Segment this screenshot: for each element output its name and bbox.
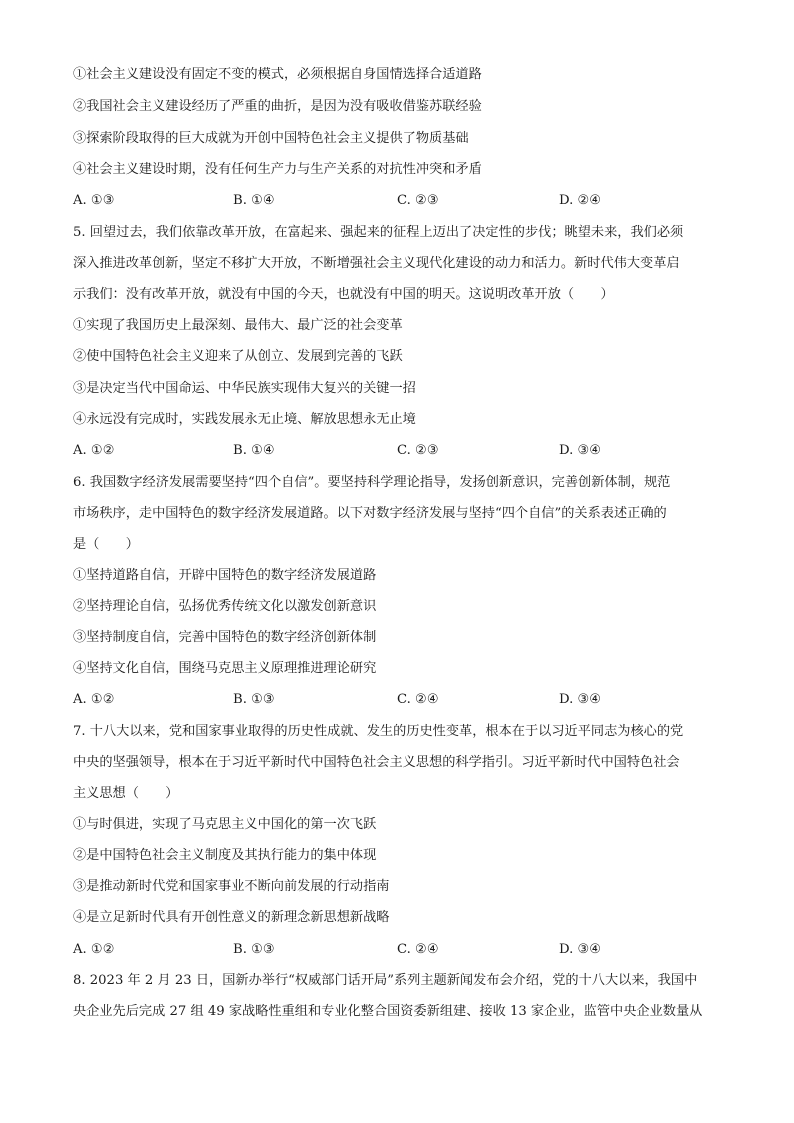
q4-option-a: A. ①③ xyxy=(73,193,115,208)
q7-statement-2: ②是中国特色社会主义制度及其执行能力的集中体现 xyxy=(73,848,377,863)
q6-statement-4: ④坚持文化自信，围绕马克思主义原理推进理论研究 xyxy=(73,661,377,676)
q6-statement-1: ①坚持道路自信，开辟中国特色的数字经济发展道路 xyxy=(73,568,377,583)
q5-stem-line-1: 5. 回望过去，我们依靠改革开放，在富起来、强起来的征程上迈出了决定性的步伐；眺望未来，我们必须 xyxy=(73,225,684,240)
q6-stem-line-2: 市场秩序，走中国特色的数字经济发展道路。以下对数字经济发展与坚持“四个自信”的关系表述正确的 xyxy=(73,506,667,521)
q4-statement-3: ③探索阶段取得的巨大成就为开创中国特色社会主义提供了物质基础 xyxy=(73,131,469,146)
q4-option-c: C. ②③ xyxy=(397,193,439,208)
q7-option-b: B. ①③ xyxy=(233,942,275,957)
q6-option-a: A. ①② xyxy=(73,692,115,707)
q7-option-a: A. ①② xyxy=(73,942,115,957)
q6-option-d: D. ③④ xyxy=(559,692,602,707)
q5-option-c: C. ②③ xyxy=(397,443,439,458)
q5-option-b: B. ①④ xyxy=(233,443,275,458)
q4-statement-1: ①社会主义建设没有固定不变的模式，必须根据自身国情选择合适道路 xyxy=(73,67,482,82)
q5-stem-line-3: 示我们：没有改革开放，就没有中国的今天，也就没有中国的明天。这说明改革开放（ ） xyxy=(73,287,614,302)
q7-stem-line-2: 中央的坚强领导，根本在于习近平新时代中国特色社会主义思想的科学指引。习近平新时代中国特色社会 xyxy=(73,755,680,770)
q4-option-d: D. ②④ xyxy=(559,193,602,208)
q4-option-b: B. ①④ xyxy=(233,193,275,208)
q7-statement-4: ④是立足新时代具有开创性意义的新理念新思想新战略 xyxy=(73,910,390,925)
q8-stem-line-1: 8. 2023 年 2 月 23 日，国新办举行“权威部门话开局”系列主题新闻发布会介绍，党的十八大以来，我国中 xyxy=(73,973,698,988)
q6-option-b: B. ①③ xyxy=(233,692,275,707)
q6-stem-line-3: 是（ ） xyxy=(73,537,139,552)
q7-stem-line-3: 主义思想（ ） xyxy=(73,786,179,801)
q5-option-a: A. ①② xyxy=(73,443,115,458)
q7-statement-1: ①与时俱进，实现了马克思主义中国化的第一次飞跃 xyxy=(73,817,377,832)
q5-statement-1: ①实现了我国历史上最深刻、最伟大、最广泛的社会变革 xyxy=(73,318,403,333)
q4-statement-4: ④社会主义建设时期，没有任何生产力与生产关系的对抗性冲突和矛盾 xyxy=(73,162,482,177)
q5-statement-4: ④永远没有完成时，实践发展永无止境、解放思想永无止境 xyxy=(73,412,416,427)
q7-option-d: D. ③④ xyxy=(559,942,602,957)
q5-option-d: D. ③④ xyxy=(559,443,602,458)
q5-statement-2: ②使中国特色社会主义迎来了从创立、发展到完善的飞跃 xyxy=(73,349,403,364)
q4-statement-2: ②我国社会主义建设经历了严重的曲折，是因为没有吸收借鉴苏联经验 xyxy=(73,99,482,114)
q6-statement-2: ②坚持理论自信，弘扬优秀传统文化以激发创新意识 xyxy=(73,599,377,614)
q7-stem-line-1: 7. 十八大以来，党和国家事业取得的历史性成就、发生的历史性变革，根本在于以习近平同志为核心的党 xyxy=(73,724,684,739)
q6-statement-3: ③坚持制度自信，完善中国特色的数字经济创新体制 xyxy=(73,630,377,645)
q5-statement-3: ③是决定当代中国命运、中华民族实现伟大复兴的关键一招 xyxy=(73,381,416,396)
q6-option-c: C. ②④ xyxy=(397,692,439,707)
q6-stem-line-1: 6. 我国数字经济发展需要坚持“四个自信”。要坚持科学理论指导，发扬创新意识，完善创新体制，规范 xyxy=(73,475,671,490)
q8-stem-line-2: 央企业先后完成 27 组 49 家战略性重组和专业化整合国资委新组建、接收 13 家企业，监管中央企业数量从 xyxy=(73,1004,703,1019)
q7-option-c: C. ②④ xyxy=(397,942,439,957)
q7-statement-3: ③是推动新时代党和国家事业不断向前发展的行动指南 xyxy=(73,879,390,894)
q5-stem-line-2: 深入推进改革创新，坚定不移扩大开放，不断增强社会主义现代化建设的动力和活力。新时代伟大变革启 xyxy=(73,256,680,271)
